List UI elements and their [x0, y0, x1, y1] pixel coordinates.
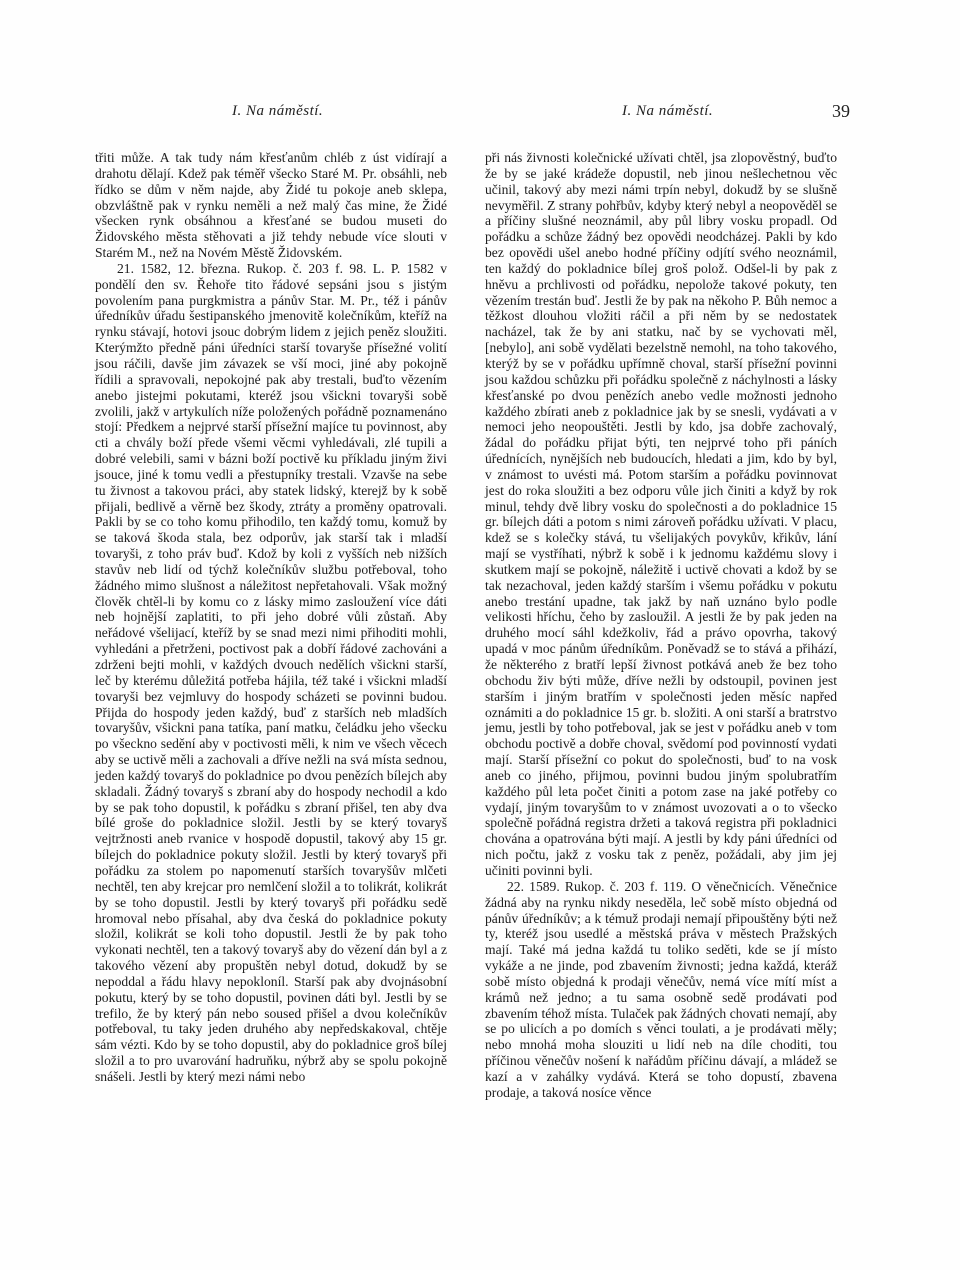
left-column [95, 150, 447, 1085]
entry-22: 22. 1589. Rukop. č. 203 f. 119. O věnečnicích. Věnečnice žádná aby na rynku nikdy neseděla, leč sobě místo objedná od pánův úředníkův; a k témuž prodaji nemají připouštěny býti než ty, kteréž jsou usedlé a městská práva v městech Pražských mají. Také má jedna každá tu toliko seděti, kde se jí místo vykáže a ne jinde, pod zbavením živnosti; jedna každá, kteráž sobě místo objedná k prodaji věnečův, nemá více mítí míst a krámů než jedno; a tu sama osobně sedě prodávati pod zbavením téhož místa. Tulaček pak žádných chovati nemají, aby se po ulicích a po domích s věnci toulati, a je prodávati měly; nebo mnohá moha slouziti u lidí neb na díle choditi, tou příčinou věnečův nošení k nařádům příčinu dávají, a mládež se kazí a v zahálky vydává. Která se toho dopustí, zbavena prodaje, a taková nosíce věnce [485, 878, 837, 1100]
page-number: 39 [832, 101, 850, 121]
paragraph-continuation: třiti může. A tak tudy nám křesťanům chléb z úst vidírají a drahotu dělají. Kdež pak téměř všecko Staré M. Pr. obsáhli, neb řídko se dům v něm najde, aby Židé tu pokoje aneb sklepa, obzvláštně pak v rynku neměli a než malý čas mine, že Židé všecken rynk obsáhnou a křesťané se budou museti do Židovského města stěhovati a již tehdy nebude více slouti v Starém M., než na Novém Městě Židovském. [95, 150, 447, 261]
right-column [485, 150, 837, 1101]
entry-21: 21. 1582, 12. března. Rukop. č. 203 f. 98. L. P. 1582 v pondělí den sv. Řehoře tito řádové sepsáni jsou s jistým povolením pana purgkmistra a pánův Star. M. Pr., též i pánův úředníkův úřadu šestipanského jmenovitě kolečníkům, kteříž na rynku stávají, hotovi jsouc dobrým lidem z jejich peněz sloužiti. Kterýmžto předně páni úředníci starší tovaryše přísežné volití jsou ráčili, davše jim závazek se vší moci, jiné aby pokojně řídili a spravovali, nepokojné pak aby trestali, buďto vězením anebo jistejmi pokutami, kteréž jsou všickni tovaryši sobě zvolili, jakž v artykulích níže položených pořádně poznamenáno stojí: Předkem a nejprvé starší přísežní majíce tu povinnost, aby cti a chvály boží přede všemi věcmi vyhledávali, zlé tupili a dobré velebili, sami v bázni boží poctivě ku příkladu jiným živi jsouce, jiné k tomu vedli a přestupníky trestali. Vzavše na sebe tu živnost a takovou práci, aby statek lidský, kterejž by k sobě přijali, bedlivě a věrně bez škody, ztráty a proměny opatrovali. Pakli by se co toho komu přihodilo, ten každý tomu, komuž by se taková škoda stala, bez odporův, jak starší tak i mladší tovaryši, z toho práv buď. Kdož by koli z vyšších neb nižších stavův neb lidí od týchž kolečníkův službu potřeboval, toho žádného mimo slušnost a náležitost nepřetahovali. Však možný člověk chtěl-li by komu co z lásky mimo zasloužení více dáti neb hojnější zaplatiti, to při jeho dobré vůli zůstaň. Aby neřádové všelijací, kteříž by se snad mezi nimi přihoditi mohli, vyhledáni a přetrženi, poctivost pak a dobří řádové zachováni a zdrženi bejti mohli, v každých dvouch nedělích všickni starší, leč by kterému důležitá potřeba hájila, též také i všickni mladší tovaryši bez vejmluvy do hospody scházeti se povinni budou. Přijda do hospody jeden každý, buď z starších neb mladších tovaryšův, všickni pana tatíka, paní matku, čeládku jeho všecku po všeckno sedění aby v poctivosti měli, k nim ve všech věcech aby se uctivě měli a zachovali a dříve nežli na svá místa sednou, jeden každý tovaryš do pokladnice po dvou penězích bílejch aby skladali. Žádný tovaryš s zbraní aby do hospody nechodil a kdo by se pak toho dopustil, k pořádku s zbraní přišel, ten aby dva bílé groše do pokladnice složil. Jestli by se který tovaryš vejtržnosti aneb rvanice v hospodě dopustil, takový aby 15 gr. bílejch do pokladnice pokuty složil. Jestli by který tovaryš při pořádku za stolem po napomenutí starších tovaryšův mlčeti nechtěl, ten aby krejcar pro nemlčení složil a to tolikrát, kolikrát by se toho dopustil. Jestli by který tovaryš při pořádku sedě hromoval nebo přísahal, aby dva česká do pokladnice pokuty složil, kolikrát se koli toho dopustil. Jestli že by pak toho vykonati nechtěl, ten a takový tovaryš aby do vězení dán byl a z takového vězení aby propuštěn nebyl dotud, dokudž by se nepoddal a řádu hlavy nepokloníl. Starší pak aby dvojnásobní pokutu, který by se toho dopustil, povinen dáti byl. Jestli by se trefilo, že by který pán nebo soused přišel a dvou kolečníkův potřeboval, tu taky jeden druhého aby nepředskakoval, chtěje sám vézti. Kdo by se toho dopustil, aby do pokladnice groš bílej složil a to pro uvarování hadruňku, nýbrž aby se spolu pokojně snášeli. Jestli by který mezi námi nebo [95, 260, 447, 1084]
running-head-left: I. Na náměstí. [232, 103, 324, 119]
paragraph-continuation-right: při nás živnosti kolečnické užívati chtěl, jsa zlopověstný, buďto že by se jaké krádeže dopustil, neb jinou nešlechetnou věc učinil, takový aby mezi námi trpín nebyl, dokudž by se slušně nevyměřil. Z strany pohřbův, kdyby který nebyl a neopověděl se a příčiny slušné neoznámil, aby půl libry vosku propadl. Od pořádku a schůze žádný bez opovědi neodcházej. Pakli by kdo bez opovědi ušel anebo hodné příčiny odjítí svého neoznámil, ten každý do pokladnice bílej groš polož. Odšel-li by pak z hněvu a prchlivosti od pořádku, nepolože takové pokuty, ten vězením trestán buď. Jestli že by pak na někoho P. Bůh nemoc a těžkost dlouhou vložiti ráčil a při něm by se nedostatek nacházel, tak že by ani statku, nač by se vychovati měl, [nebylo], ani sobě vydělati bezelstně nemohl, na toho takového, kterýž by se v pořádku upřímně choval, starší přísežní povinni jsou každou schůzku při pořádku společně z náchylnosti a lásky křesťanské po dvou penězích anebo vedle možnosti jednoho každého zbírati aneb z pokladnice jak by se snesli, vydávati a v nemoci jeho neopouštěti. Jestli by kdo, jsa dobře zachovalý, žádal do pořádku přijat býti, ten nejprvé toho při páních úřednících, nynějších neb budoucích, hledati a jim, kdo by byl, v známost to uvésti má. Potom starším a pořádku povinnovat jest do roka sloužiti a bez odporu vůle jich činiti a když by rok minul, tehdy dvě libry vosku do společnosti a do pokladnice 15 gr. bílejch dáti a potom s nimi zároveň pořádku užívati. V placu, kdež se s kolečky stává, tu všelijakých povykův, křikův, lání mají se vystříhati, nýbrž k sobě i k jednomu každému slovy i skutkem mají se pokojně, náležitě i uctivě chovati a kdož by se tak nezachoval, jeden každý starším i všemu pořádku v pokutu anebo trestání upadne, tak jakž by naň uznáno bylo podle velikosti hříchu, čeho by zasloužil. A jestli že by pak jeden na druhého mocí sáhl kdežkoliv, řád a právo opovrha, takový upadá v moc pánům úředníkům. Poněvadž se to stává a přihází, že některého z bratří lepší živnost potkává aneb že bez toho obchodu živ býti může, dříve nežli by odstoupil, povinen jest starším i jiným bratřím v společnosti jeden měsíc napřed oznámiti a do pokladnice 15 gr. b. složiti. A oni starší a bratrstvo jemu, jestli by toho potřeboval, jak se jest v pořádku aneb v tom obchodu poctivě a dobře choval, svědomí pod povinností vydati mají. Starší přísežní co pokut do společnosti, buď to na vosk aneb co jiného, přijmou, povinni budou jiným spolubratřím každého půl leta počet činiti a potom zase na jaké potřeby co vydají, jiným tovaryšům to v známost uvozovati a o to všecko společně pořádná registra držeti a taková registra při pokladnici chována a opatrována býti mají. A jestli by kdy páni úředníci od nich počtu, jakž z vosku tak z peněz, požádali, aby jim jej učiniti povinni byli. [485, 150, 837, 878]
running-head-right: I. Na náměstí. [622, 103, 714, 119]
